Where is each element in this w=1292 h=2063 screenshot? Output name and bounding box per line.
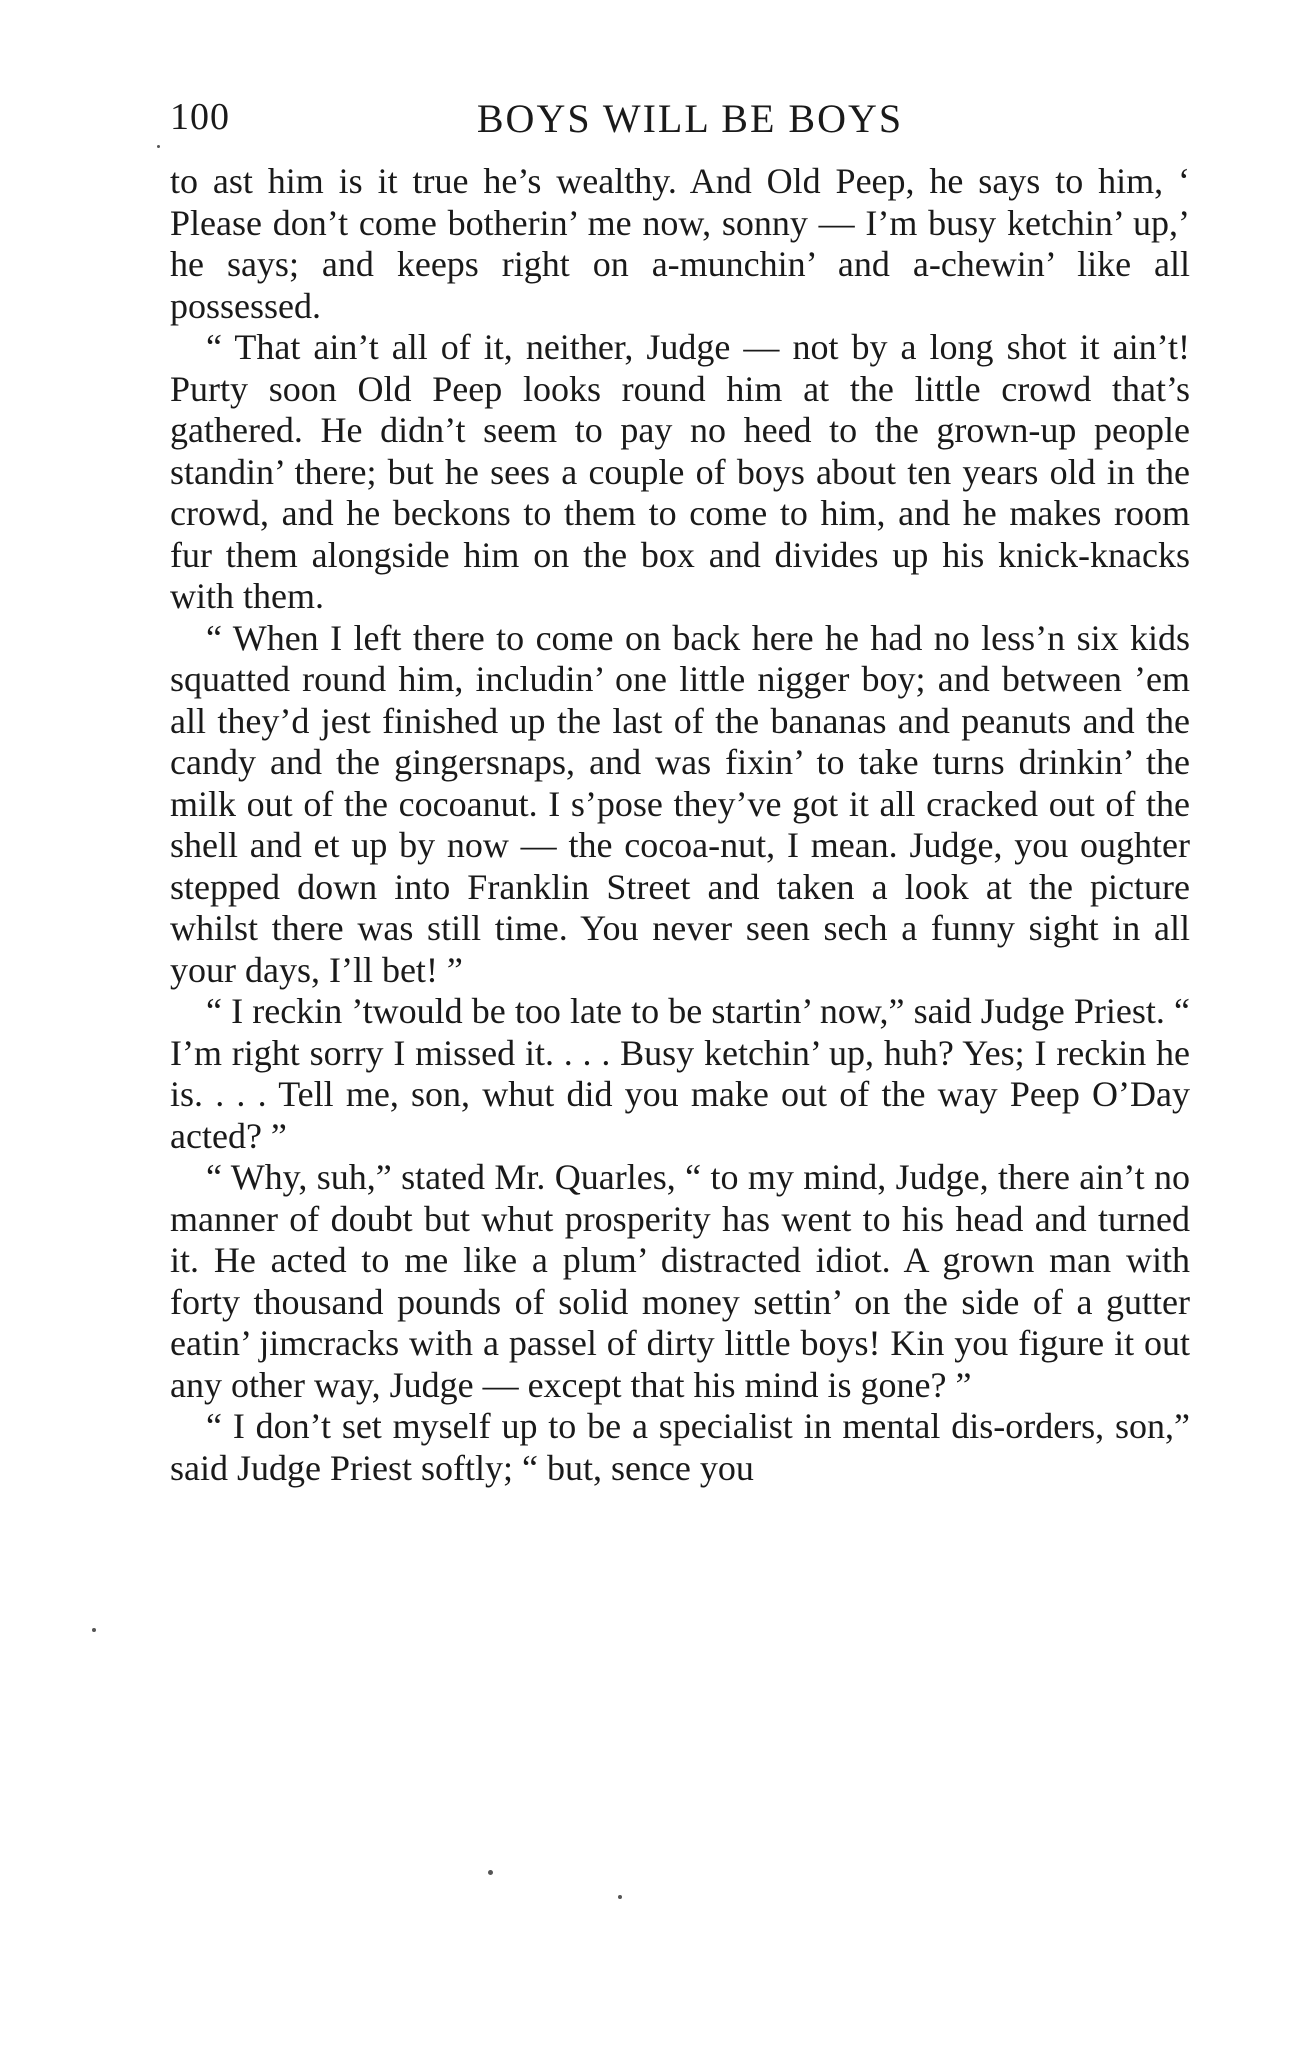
paragraph: “ That ain’t all of it, neither, Judge — not by a long shot it ain’t! Purty soon Old Peep looks round him at the little crowd that’s gathered. He didn’t seem to pay no heed to the grown-up people standin’ there; but he sees a couple of boys about ten years old in the crowd, and he beckons to them to come to him, and he makes room fur them alongside him on the box and divides up his knick-knacks with them. [170,327,1190,616]
paragraph: “ Why, suh,” stated Mr. Quarles, “ to my mind, Judge, there ain’t no manner of doubt but whut prosperity has went to his head and turned it. He acted to me like a plum’ distracted idiot. A grown man with forty thousand pounds of solid money settin’ on the side of a gutter eatin’ jimcracks with a passel of dirty little boys! Kin you figure it out any other way, Judge — except that his mind is gone? ” [170,1157,1190,1405]
scan-speck [488,1870,493,1875]
paragraph-continued: to ast him is it true he’s wealthy. And Old Peep, he says to him, ‘ Please don’t come botherin’ me now, sonny — I’m busy ketchin’ up,’ he says; and keeps right on a-munchin’ and a-chewin’ like all possessed. [170,161,1190,326]
book-page [170,95,1190,1489]
paragraph: “ I reckin ’twould be too late to be startin’ now,” said Judge Priest. “ I’m right sorry I missed it. . . . Busy ketchin’ up, huh? Yes; I reckin he is. . . . Tell me, son, whut did you make out of the way Peep O’Day acted? ” [170,991,1190,1156]
running-title: BOYS WILL BE BOYS [476,96,904,141]
scan-speck [157,145,160,148]
paragraph: “ I don’t set myself up to be a specialist in mental dis-orders, son,” said Judge Priest softly; “ but, sence you [170,1406,1190,1488]
scan-speck [92,1628,96,1632]
page-header [170,95,1190,155]
page-number: 100 [170,96,230,138]
body-text [170,161,1190,1489]
paragraph: “ When I left there to come on back here he had no less’n six kids squatted round him, includin’ one little nigger boy; and between ’em all they’d jest finished up the last of the bananas and peanuts and the candy and the gingersnaps, and was fixin’ to take turns drinkin’ the milk out of the cocoanut. I s’pose they’ve got it all cracked out of the shell and et up by now — the cocoa-nut, I mean. Judge, you oughter stepped down into Franklin Street and taken a look at the picture whilst there was still time. You never seen sech a funny sight in all your days, I’ll bet! ” [170,617,1190,990]
scan-speck [618,1895,622,1899]
